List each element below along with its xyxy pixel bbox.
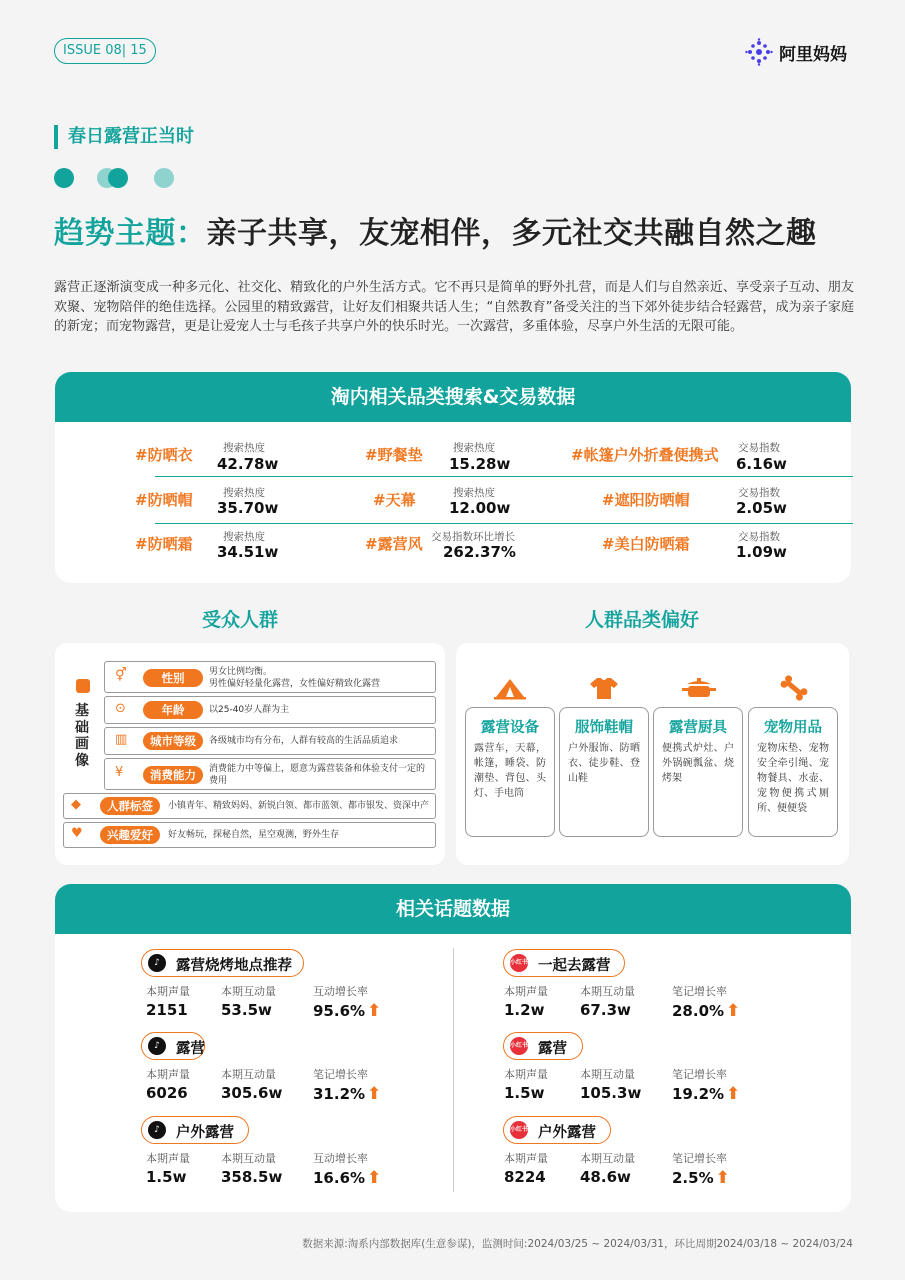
stat-number: 67.3w	[580, 1001, 631, 1019]
stat-value	[580, 1168, 631, 1186]
metric-label: 搜索热度	[223, 487, 265, 499]
brand-name: 阿里妈妈	[779, 44, 847, 65]
stat-value	[504, 1084, 544, 1102]
stat-number: 1.2w	[504, 1001, 545, 1019]
topic-tag[interactable]	[141, 1032, 205, 1060]
category-tag: #天幕	[373, 491, 416, 509]
stat-value	[221, 1168, 282, 1186]
audience-desc: 好友畅玩，探秘自然，星空观测，野外生存	[168, 830, 340, 840]
preference-desc: 宠物床垫、宠物安全牵引绳、宠物餐具、水壶、宠物便携式厕所、便便袋	[757, 743, 829, 814]
stat-label: 笔记增长率	[672, 1068, 727, 1081]
topic-tag[interactable]	[141, 1116, 249, 1144]
preference-name: 宠物用品	[764, 720, 822, 736]
stat-label: 本期声量	[146, 1068, 190, 1081]
audience-desc: 各级城市均有分布，人群有较高的生活品质追求	[209, 736, 399, 746]
brand-logo-icon	[745, 38, 773, 66]
stat-value	[313, 1168, 381, 1188]
metric-value: 6.16w	[736, 455, 787, 473]
metric-label: 交易指数环比增长	[431, 531, 515, 543]
metric-value: 262.37%	[443, 543, 516, 561]
gender-icon: ⚥	[115, 668, 127, 683]
preference-desc: 户外服饰、防晒衣、徒步鞋、登山鞋	[568, 743, 640, 784]
audience-label: 城市等级	[143, 732, 203, 750]
stat-label: 本期互动量	[221, 1068, 276, 1081]
topics-title: 相关话题数据	[55, 884, 851, 934]
city-icon: ▥	[115, 732, 128, 747]
stat-value	[313, 1084, 381, 1104]
metric-value: 12.00w	[449, 499, 511, 517]
bone-icon	[774, 673, 814, 703]
audience-row-interests	[63, 822, 436, 848]
stat-number: 53.5w	[221, 1001, 272, 1019]
up-arrow-icon: ⬆	[715, 1168, 730, 1188]
preference-item	[465, 707, 555, 837]
headline-text: 亲子共享，友宠相伴，多元社交共融自然之趣	[206, 216, 817, 251]
stat-number: 2.5%	[672, 1169, 714, 1187]
stat-number: 105.3w	[580, 1084, 642, 1102]
stat-value	[580, 1084, 641, 1102]
brand-logo	[745, 38, 847, 66]
audience-desc: 以25-40岁人群为主	[209, 705, 290, 715]
stat-value	[672, 1001, 740, 1021]
stat-label: 本期互动量	[221, 1152, 276, 1165]
audience-row-spending	[104, 758, 436, 790]
douyin-icon: ♪	[148, 1121, 166, 1139]
category-tag: #帐篷户外折叠便携式	[571, 446, 719, 464]
metric-value: 1.09w	[736, 543, 787, 561]
preference-name: 服饰鞋帽	[575, 720, 633, 736]
row-divider	[155, 476, 853, 477]
search-data-title: 淘内相关品类搜索&交易数据	[55, 372, 851, 422]
intro-paragraph: 露营正逐渐演变成一种多元化、社交化、精致化的户外生活方式。它不再只是简单的野外扎营，而是人们与自然亲近、享受亲子互动、朋友欢聚、宠物陪伴的绝佳选择。公园里的精致露营，让好友们相聚共话人生；“自然教育”备受关注的当下郊外徒步结合轻露营，成为亲子家庭的新宠；而宠物露营，更是让爱宠人士与毛孩子共享户外的快乐时光。一次露营，多重体验，尽享户外生活的无限可能。	[54, 280, 854, 334]
stat-number: 305.6w	[221, 1084, 283, 1102]
stat-number: 31.2%	[313, 1085, 366, 1103]
stat-value	[672, 1168, 730, 1188]
category-tag: #防晒帽	[135, 491, 193, 509]
stat-label: 本期互动量	[580, 1068, 635, 1081]
stat-value	[504, 1168, 546, 1186]
stat-value	[580, 1001, 631, 1019]
category-tag: #露营风	[365, 535, 423, 553]
stat-label: 本期互动量	[221, 985, 276, 998]
category-tag: #防晒衣	[135, 446, 193, 464]
stat-number: 6026	[146, 1084, 188, 1102]
search-data-card	[55, 372, 851, 583]
audience-title: 受众人群	[202, 609, 279, 631]
preference-desc: 便携式炉灶、户外锅碗瓢盆、烧烤架	[662, 743, 734, 784]
audience-row-tags	[63, 793, 436, 819]
stat-value	[146, 1168, 186, 1186]
headline-prefix: 趋势主题：	[54, 216, 207, 251]
metric-label: 交易指数	[738, 487, 780, 499]
decor-dot	[154, 168, 174, 188]
row-divider	[155, 523, 853, 524]
base-profile-label: 基础画像	[75, 703, 89, 769]
heart-icon: ♥	[71, 826, 83, 841]
metric-value: 35.70w	[217, 499, 279, 517]
metric-label: 交易指数	[738, 531, 780, 543]
topic-name: 户外露营	[176, 1125, 234, 1141]
up-arrow-icon: ⬆	[726, 1001, 741, 1021]
stat-value	[221, 1001, 272, 1019]
category-tag: #遮阳防晒帽	[602, 491, 690, 509]
data-source-note: 数据来源:淘系内部数据库(生意参谋)，监测时间:2024/03/25 ~ 2024/03/31，环比周期2024/03/18 ~ 2024/03/24	[302, 1238, 853, 1250]
decor-dot	[54, 168, 74, 188]
stat-value	[221, 1084, 282, 1102]
audience-row-city	[104, 727, 436, 755]
issue-badge: ISSUE 08| 15	[54, 38, 156, 64]
stat-number: 16.6%	[313, 1169, 366, 1187]
stat-label: 本期声量	[504, 1068, 548, 1081]
audience-label: 兴趣爱好	[100, 826, 160, 844]
section-subtitle: 春日露营正当时	[54, 125, 194, 149]
stat-number: 8224	[504, 1168, 546, 1186]
stat-value	[672, 1084, 740, 1104]
stat-label: 笔记增长率	[313, 1068, 368, 1081]
stat-value	[313, 1001, 381, 1021]
stat-label: 本期互动量	[580, 985, 635, 998]
metric-value: 15.28w	[449, 455, 511, 473]
tag-icon: ◆	[71, 797, 81, 812]
stat-label: 笔记增长率	[672, 985, 727, 998]
audience-label: 人群标签	[100, 797, 160, 815]
topic-name: 露营烧烤地点推荐	[176, 958, 292, 974]
stat-number: 28.0%	[672, 1002, 725, 1020]
xiaohongshu-icon: 小红书	[510, 1037, 528, 1055]
preference-name: 露营厨具	[669, 720, 727, 736]
stat-number: 1.5w	[146, 1168, 187, 1186]
category-tag: #防晒霜	[135, 535, 193, 553]
metric-value: 2.05w	[736, 499, 787, 517]
audience-label: 消费能力	[143, 766, 203, 784]
stat-label: 互动增长率	[313, 1152, 368, 1165]
tent-icon	[490, 673, 530, 703]
stat-value	[146, 1001, 188, 1019]
column-divider	[453, 948, 454, 1192]
topic-tag[interactable]	[141, 949, 304, 977]
stat-number: 2151	[146, 1001, 188, 1019]
stat-label: 本期声量	[504, 1152, 548, 1165]
stat-value	[504, 1001, 544, 1019]
audience-desc: 小镇青年、精致妈妈、新锐白领、都市蓝领、都市银发、资深中产	[168, 801, 430, 811]
audience-row-gender	[104, 661, 436, 693]
audience-label: 年龄	[143, 701, 203, 719]
preference-title: 人群品类偏好	[585, 609, 700, 631]
stat-number: 1.5w	[504, 1084, 545, 1102]
audience-label: 性别	[143, 669, 203, 687]
stat-number: 19.2%	[672, 1085, 725, 1103]
preference-desc: 露营车，天幕，帐篷，睡袋、防潮垫、背包、头灯、手电筒	[474, 743, 546, 799]
topic-name: 露营	[538, 1041, 567, 1057]
shirt-icon	[584, 673, 624, 703]
preference-item	[653, 707, 743, 837]
topic-tag[interactable]	[503, 1032, 583, 1060]
metric-label: 交易指数	[738, 442, 780, 454]
xiaohongshu-icon: 小红书	[510, 1121, 528, 1139]
stat-label: 本期声量	[146, 985, 190, 998]
preference-name: 露营设备	[481, 720, 539, 736]
metric-value: 42.78w	[217, 455, 279, 473]
topic-tag[interactable]	[503, 1116, 611, 1144]
stat-number: 48.6w	[580, 1168, 631, 1186]
age-icon: ⊙	[115, 701, 126, 716]
topic-name: 露营	[176, 1041, 205, 1057]
category-tag: #野餐垫	[365, 446, 423, 464]
headline	[54, 208, 817, 252]
up-arrow-icon: ⬆	[367, 1084, 382, 1104]
stat-label: 本期互动量	[580, 1152, 635, 1165]
preference-item	[748, 707, 838, 837]
audience-desc: 男女比例均衡。 男性偏好轻量化露营，女性偏好精致化露营	[209, 667, 381, 689]
topic-name: 一起去露营	[538, 958, 611, 974]
category-tag: #美白防晒霜	[602, 535, 690, 553]
topic-tag[interactable]	[503, 949, 625, 977]
audience-row-age	[104, 696, 436, 724]
money-icon: ¥	[115, 765, 124, 780]
metric-label: 搜索热度	[453, 442, 495, 454]
metric-label: 搜索热度	[453, 487, 495, 499]
topic-name: 户外露营	[538, 1125, 596, 1141]
stat-label: 互动增长率	[313, 985, 368, 998]
base-profile-icon	[76, 679, 90, 693]
stat-label: 本期声量	[146, 1152, 190, 1165]
xiaohongshu-icon: 小红书	[510, 954, 528, 972]
up-arrow-icon: ⬆	[367, 1001, 382, 1021]
stat-value	[146, 1084, 188, 1102]
metric-label: 搜索热度	[223, 531, 265, 543]
stat-number: 358.5w	[221, 1168, 283, 1186]
stat-label: 笔记增长率	[672, 1152, 727, 1165]
audience-desc: 消费能力中等偏上，愿意为露营装备和体验支付一定的费用	[209, 764, 426, 786]
up-arrow-icon: ⬆	[367, 1168, 382, 1188]
preference-item	[559, 707, 649, 837]
stat-label: 本期声量	[504, 985, 548, 998]
stat-number: 95.6%	[313, 1002, 366, 1020]
douyin-icon: ♪	[148, 954, 166, 972]
pot-icon	[679, 673, 719, 703]
metric-value: 34.51w	[217, 543, 279, 561]
decor-dot	[108, 168, 128, 188]
douyin-icon: ♪	[148, 1037, 166, 1055]
metric-label: 搜索热度	[223, 442, 265, 454]
up-arrow-icon: ⬆	[726, 1084, 741, 1104]
